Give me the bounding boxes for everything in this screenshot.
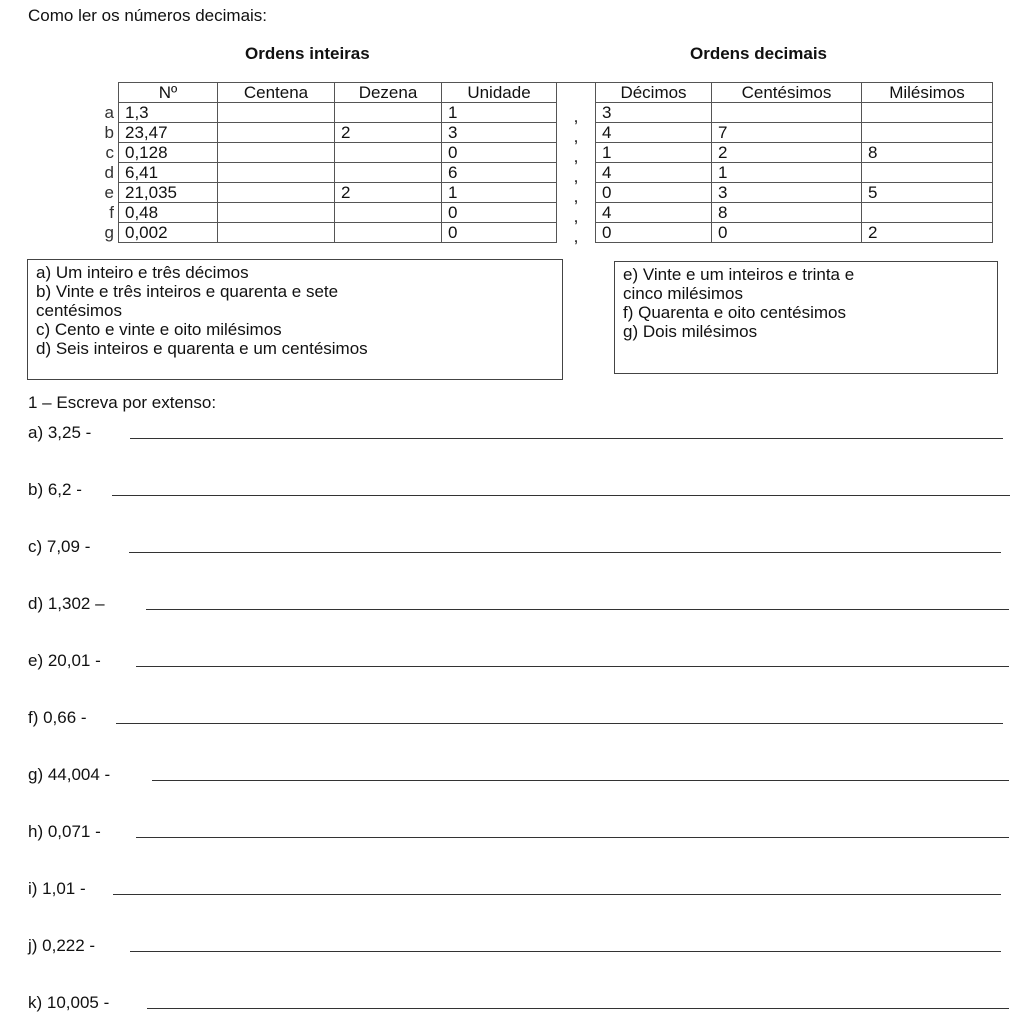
exercise-label: e) 20,01 - bbox=[28, 651, 101, 670]
cell-n: 1,3 bbox=[119, 103, 218, 123]
column-header: Centésimos bbox=[712, 83, 862, 103]
row-label: f bbox=[109, 203, 114, 222]
answer-line[interactable] bbox=[130, 951, 1001, 952]
answer-line[interactable] bbox=[113, 894, 1001, 895]
cell-n: 0,002 bbox=[119, 223, 218, 243]
cell-decimos: 3 bbox=[596, 103, 712, 123]
cell-decimos: 0 bbox=[596, 183, 712, 203]
cell-centena bbox=[218, 183, 335, 203]
readings-box-right bbox=[614, 261, 998, 374]
exercise-item bbox=[28, 537, 1001, 559]
column-header: Centena bbox=[218, 83, 335, 103]
table-row bbox=[92, 203, 993, 223]
decimal-separator: , bbox=[573, 207, 579, 226]
exercise-item bbox=[28, 879, 1001, 901]
exercise-item bbox=[28, 594, 1009, 616]
cell-milesimos bbox=[862, 203, 993, 223]
column-header: Dezena bbox=[335, 83, 442, 103]
reading-item: b) Vinte e três inteiros e quarenta e sete centésimos bbox=[36, 282, 339, 320]
place-value-table bbox=[92, 82, 993, 246]
cell-unidade: 6 bbox=[442, 163, 557, 183]
exercise-item bbox=[28, 936, 1001, 958]
answer-line[interactable] bbox=[130, 438, 1003, 439]
cell-centesimos: 2 bbox=[712, 143, 862, 163]
cell-dezena: 2 bbox=[335, 123, 442, 143]
decimal-separator: , bbox=[573, 227, 579, 246]
table-row bbox=[92, 183, 993, 203]
integer-orders-header: Ordens inteiras bbox=[245, 44, 370, 63]
answer-line[interactable] bbox=[129, 552, 1001, 553]
exercise-label: h) 0,071 - bbox=[28, 822, 101, 841]
cell-unidade: 1 bbox=[442, 103, 557, 123]
reading-item: g) Dois milésimos bbox=[623, 322, 758, 341]
exercise-item bbox=[28, 822, 1009, 844]
table-row bbox=[92, 223, 993, 243]
exercise-label: f) 0,66 - bbox=[28, 708, 87, 727]
row-label: a bbox=[104, 103, 114, 122]
decimal-separator: , bbox=[573, 107, 579, 126]
column-header: Unidade bbox=[442, 83, 557, 103]
exercise-item bbox=[28, 423, 1003, 445]
cell-centena bbox=[218, 123, 335, 143]
cell-n: 0,128 bbox=[119, 143, 218, 163]
exercise-label: d) 1,302 – bbox=[28, 594, 105, 613]
cell-unidade: 3 bbox=[442, 123, 557, 143]
cell-dezena: 2 bbox=[335, 183, 442, 203]
answer-line[interactable] bbox=[112, 495, 1010, 496]
readings-box-left bbox=[27, 259, 563, 380]
cell-milesimos bbox=[862, 163, 993, 183]
cell-n: 21,035 bbox=[119, 183, 218, 203]
reading-item: c) Cento e vinte e oito milésimos bbox=[36, 320, 282, 339]
decimal-orders-header: Ordens decimais bbox=[690, 44, 828, 63]
exercise-label: c) 7,09 - bbox=[28, 537, 91, 556]
row-label: e bbox=[104, 183, 114, 202]
cell-centena bbox=[218, 143, 335, 163]
exercise-label: g) 44,004 - bbox=[28, 765, 111, 784]
cell-n: 0,48 bbox=[119, 203, 218, 223]
cell-centena bbox=[218, 163, 335, 183]
cell-decimos: 0 bbox=[596, 223, 712, 243]
exercise-item bbox=[28, 708, 1003, 730]
exercise-title: 1 – Escreva por extenso: bbox=[28, 393, 217, 412]
answer-line[interactable] bbox=[136, 666, 1009, 667]
intro-text: Como ler os números decimais: bbox=[28, 6, 268, 25]
cell-centesimos: 0 bbox=[712, 223, 862, 243]
column-header: Nº bbox=[119, 83, 218, 103]
exercise-label: k) 10,005 - bbox=[28, 993, 110, 1012]
exercise-item bbox=[28, 993, 1009, 1015]
row-label: c bbox=[105, 143, 114, 162]
answer-line[interactable] bbox=[116, 723, 1003, 724]
exercise-label: j) 0,222 - bbox=[28, 936, 96, 955]
column-header: Décimos bbox=[596, 83, 712, 103]
cell-unidade: 0 bbox=[442, 203, 557, 223]
exercise-item bbox=[28, 651, 1009, 673]
cell-centesimos: 7 bbox=[712, 123, 862, 143]
table-header-row bbox=[92, 83, 993, 103]
cell-milesimos: 2 bbox=[862, 223, 993, 243]
cell-decimos: 4 bbox=[596, 203, 712, 223]
exercise-item bbox=[28, 480, 1010, 502]
table-row bbox=[92, 163, 993, 183]
cell-decimos: 4 bbox=[596, 163, 712, 183]
answer-line[interactable] bbox=[146, 609, 1009, 610]
cell-centena bbox=[218, 223, 335, 243]
cell-milesimos: 5 bbox=[862, 183, 993, 203]
cell-dezena bbox=[335, 203, 442, 223]
row-label: b bbox=[104, 123, 114, 142]
cell-centesimos: 3 bbox=[712, 183, 862, 203]
column-header: Milésimos bbox=[862, 83, 993, 103]
cell-unidade: 0 bbox=[442, 223, 557, 243]
cell-decimos: 1 bbox=[596, 143, 712, 163]
cell-dezena bbox=[335, 223, 442, 243]
exercise-item bbox=[28, 765, 1009, 787]
cell-dezena bbox=[335, 103, 442, 123]
reading-item: d) Seis inteiros e quarenta e um centésimos bbox=[36, 339, 368, 358]
cell-centesimos bbox=[712, 103, 862, 123]
table-row bbox=[92, 123, 993, 143]
cell-centesimos: 8 bbox=[712, 203, 862, 223]
cell-dezena bbox=[335, 163, 442, 183]
reading-item: e) Vinte e um inteiros e trinta e cinco milésimos bbox=[623, 265, 855, 303]
cell-unidade: 1 bbox=[442, 183, 557, 203]
exercise-label: a) 3,25 - bbox=[28, 423, 92, 442]
table-row bbox=[92, 103, 993, 123]
decimal-separator: , bbox=[573, 167, 579, 186]
answer-line[interactable] bbox=[147, 1008, 1009, 1009]
decimal-separator: , bbox=[573, 187, 579, 206]
answer-line[interactable] bbox=[136, 837, 1009, 838]
cell-milesimos bbox=[862, 123, 993, 143]
answer-line[interactable] bbox=[152, 780, 1009, 781]
cell-decimos: 4 bbox=[596, 123, 712, 143]
cell-centesimos: 1 bbox=[712, 163, 862, 183]
reading-item: f) Quarenta e oito centésimos bbox=[623, 303, 847, 322]
cell-dezena bbox=[335, 143, 442, 163]
table-row bbox=[92, 143, 993, 163]
row-label: g bbox=[104, 223, 114, 242]
cell-milesimos bbox=[862, 103, 993, 123]
cell-n: 6,41 bbox=[119, 163, 218, 183]
reading-item: a) Um inteiro e três décimos bbox=[36, 263, 249, 282]
row-label: d bbox=[104, 163, 114, 182]
exercise-label: i) 1,01 - bbox=[28, 879, 86, 898]
decimal-separator: , bbox=[573, 147, 579, 166]
decimal-separator: , bbox=[573, 127, 579, 146]
cell-centena bbox=[218, 203, 335, 223]
exercise-label: b) 6,2 - bbox=[28, 480, 82, 499]
cell-milesimos: 8 bbox=[862, 143, 993, 163]
cell-n: 23,47 bbox=[119, 123, 218, 143]
cell-unidade: 0 bbox=[442, 143, 557, 163]
cell-centena bbox=[218, 103, 335, 123]
